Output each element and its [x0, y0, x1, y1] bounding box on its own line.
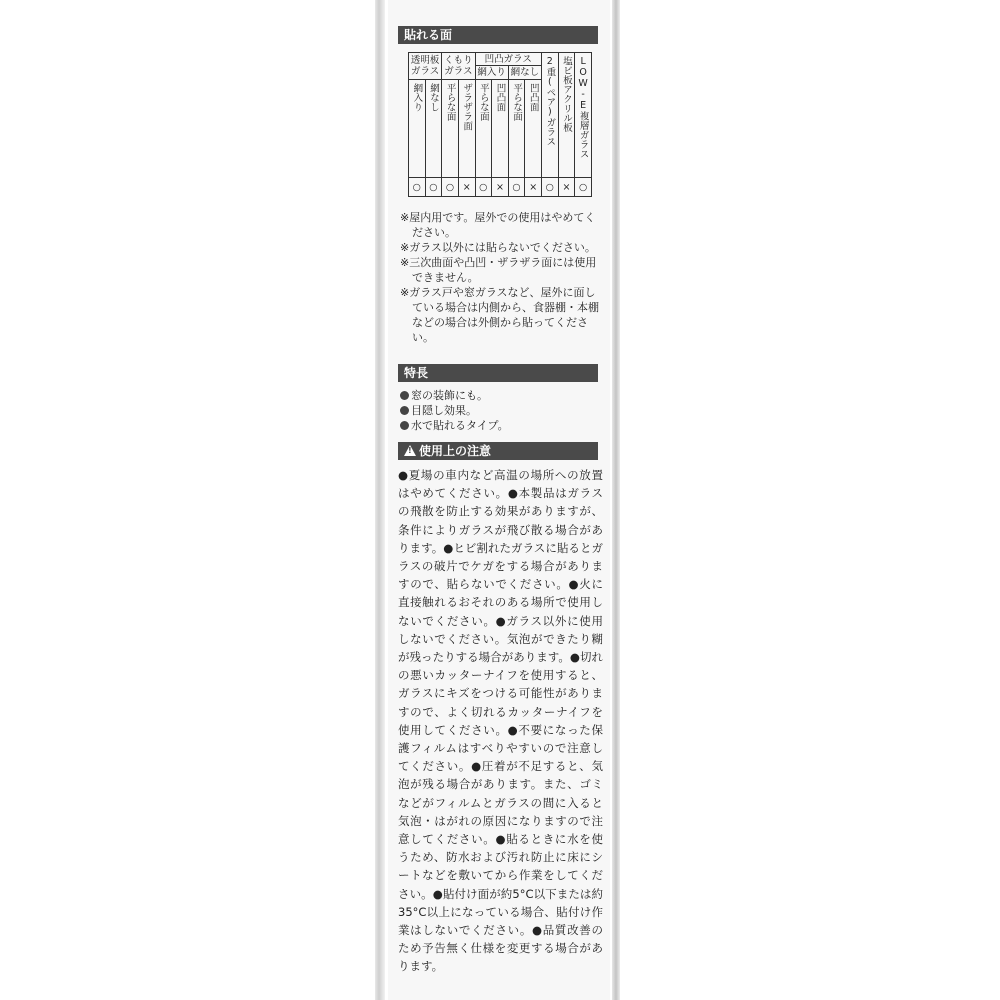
bullet-icon [400, 406, 409, 415]
column-patterned-unwired-uneven: 凹凸面 [525, 79, 542, 177]
note-item: ※三次曲面や凸凹・ザラザラ面には使用できません。 [400, 256, 597, 284]
features-section-title: 特長 [404, 366, 429, 380]
symbol-cell: × [558, 178, 575, 197]
bullet-icon [400, 421, 409, 430]
symbol-cell: ○ [542, 178, 559, 197]
surfaces-section-header [398, 26, 598, 44]
subgroup-wired: 網入り [475, 66, 508, 79]
caution-section-title: 使用上の注意 [419, 444, 492, 458]
column-acrylic: 塩ビ板アクリル板 [558, 53, 575, 178]
bullet-icon [400, 391, 409, 400]
note-item: ※ガラス戸や窓ガラスなど、屋外に面している場合は内側から、食器棚・本棚などの場合は外側から貼ってください。 [400, 286, 599, 344]
column-patterned-wired-flat: 平らな面 [475, 79, 492, 177]
column-frosted-flat: 平らな面 [442, 79, 459, 177]
features-list [400, 388, 600, 433]
symbol-cell: ○ [508, 178, 525, 197]
warning-icon [404, 445, 416, 456]
feature-item: 窓の装飾にも。 [400, 388, 600, 403]
surfaces-section-title: 貼れる面 [404, 28, 453, 42]
symbol-cell: ○ [475, 178, 492, 197]
group-header-patterned-glass: 凹凸ガラス [475, 53, 542, 66]
caution-text: ●夏場の車内など高温の場所への放置はやめてください。●本製品はガラスの飛散を防止する効果がありますが、条件によりガラスが飛び散る場合があります。●ヒビ割れたガラスに貼るとガラスの破片でケガをする場合がありますので、貼らないでください。●火に直接触れるおそれのある場所で使用しないでください。●ガラス以外に使用しないでください。気泡ができたり糊が残ったりする場合があります。●切れの悪いカッターナイフを使用すると、ガラスにキズをつける可能性がありますので、よく切れるカッターナイフを使用してください。●不要になった保護フィルムはすべりやすいので注意してください。●圧着が不足すると、気泡が残る場合があります。また、ゴミなどがフィルムとガラスの間に入ると気泡・はがれの原因になりますので注意してください。●貼るときに水を使うため、防水および汚れ防止に床にシートなどを敷いてから作業をしてください。●貼付け面が約5°C以下または約35°C以上になっている場合、貼付け作業はしないでください。●品質改善のため予告無く仕様を変更する場合があります。 [398, 468, 603, 974]
package-edge-right [612, 0, 620, 1000]
column-clear-wired: 網入り [409, 79, 426, 177]
feature-item: 水で貼れるタイプ。 [400, 418, 600, 433]
column-lowe-glass: LOW-E複層ガラス [575, 53, 592, 178]
symbol-cell: ○ [575, 178, 592, 197]
column-patterned-unwired-flat: 平らな面 [508, 79, 525, 177]
column-patterned-wired-uneven: 凹凸面 [492, 79, 509, 177]
symbol-cell: ○ [409, 178, 426, 197]
symbol-cell: ○ [442, 178, 459, 197]
symbol-cell: × [525, 178, 542, 197]
package-edge-left [375, 0, 385, 1000]
caution-section-header [398, 442, 598, 460]
subgroup-unwired: 網なし [508, 66, 541, 79]
note-item: ※ガラス以外には貼らないでください。 [400, 241, 596, 254]
feature-item: 目隠し効果。 [400, 403, 600, 418]
note-item: ※屋内用です。屋外での使用はやめてください。 [400, 211, 596, 239]
usage-notes [400, 210, 605, 345]
group-header-frosted-glass: くもりガラス [442, 53, 475, 80]
column-pair-glass: 2重(ペア)ガラス [542, 53, 559, 178]
column-frosted-rough: ザラザラ面 [458, 79, 475, 177]
caution-body [398, 466, 603, 976]
symbol-cell: × [492, 178, 509, 197]
features-section-header [398, 364, 598, 382]
group-header-clear-glass: 透明板ガラス [409, 53, 442, 80]
symbol-cell: × [458, 178, 475, 197]
symbol-cell: ○ [425, 178, 442, 197]
column-clear-unwired: 網なし [425, 79, 442, 177]
surface-compatibility-table [408, 52, 592, 197]
